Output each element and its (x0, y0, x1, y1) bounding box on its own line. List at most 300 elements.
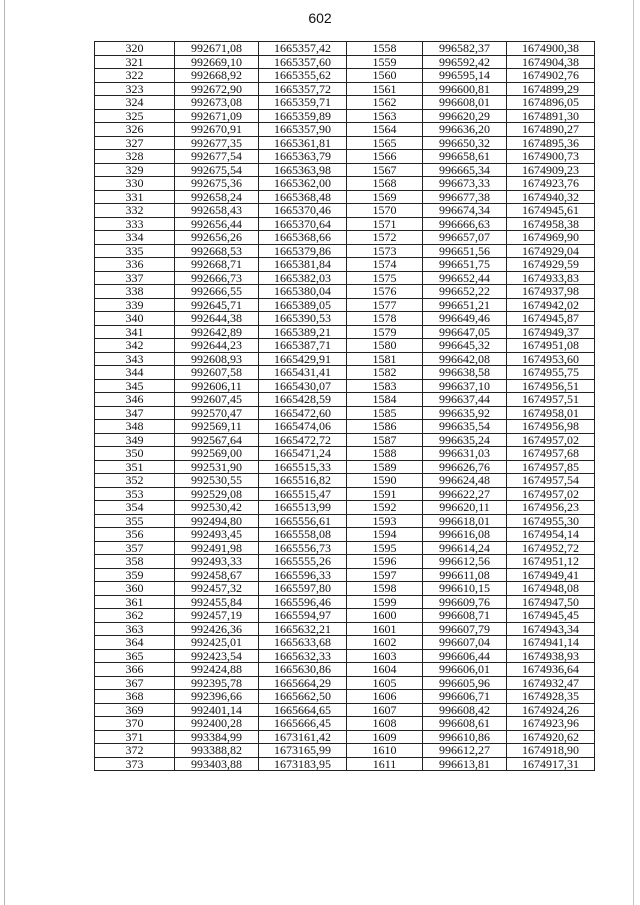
table-cell: 1597 (347, 568, 423, 582)
table-cell: 1674957,85 (507, 460, 595, 474)
table-cell: 996626,76 (423, 460, 507, 474)
table-cell: 992455,84 (175, 595, 259, 609)
table-cell: 992666,73 (175, 271, 259, 285)
table-cell: 1574 (347, 258, 423, 272)
table-cell: 1665556,61 (259, 514, 347, 528)
table-cell: 325 (95, 109, 175, 123)
table-cell: 1573 (347, 244, 423, 258)
table-cell: 1563 (347, 109, 423, 123)
table-cell: 996611,08 (423, 568, 507, 582)
table-cell: 1673165,99 (259, 744, 347, 758)
table-cell: 996606,01 (423, 663, 507, 677)
table-cell: 996595,14 (423, 69, 507, 83)
table-cell: 1600 (347, 609, 423, 623)
table-cell: 996607,04 (423, 636, 507, 650)
table-cell: 1561 (347, 82, 423, 96)
table-cell: 992673,08 (175, 96, 259, 110)
table-cell: 1674948,08 (507, 582, 595, 596)
table-cell: 1603 (347, 649, 423, 663)
table-cell: 360 (95, 582, 175, 596)
table-cell: 992529,08 (175, 487, 259, 501)
table-cell: 320 (95, 42, 175, 56)
table-row (95, 69, 595, 83)
table-row (95, 609, 595, 623)
table-cell: 996635,24 (423, 433, 507, 447)
table-cell: 1575 (347, 271, 423, 285)
table-cell: 992656,26 (175, 231, 259, 245)
table-cell: 1674899,29 (507, 82, 595, 96)
table-cell: 1674943,34 (507, 622, 595, 636)
table-cell: 1665357,72 (259, 82, 347, 96)
table-cell: 992457,32 (175, 582, 259, 596)
table-cell: 1596 (347, 555, 423, 569)
table-cell: 1565 (347, 136, 423, 150)
table-cell: 1562 (347, 96, 423, 110)
table-cell: 1665594,97 (259, 609, 347, 623)
table-cell: 992675,36 (175, 177, 259, 191)
table-cell: 1665390,53 (259, 312, 347, 326)
table-cell: 1674909,23 (507, 163, 595, 177)
table-cell: 992644,23 (175, 339, 259, 353)
table-cell: 1674957,02 (507, 433, 595, 447)
table-cell: 1606 (347, 690, 423, 704)
table-cell: 996616,08 (423, 528, 507, 542)
table-cell: 996624,48 (423, 474, 507, 488)
table-cell: 1582 (347, 366, 423, 380)
table-cell: 996665,34 (423, 163, 507, 177)
table-cell: 1665382,03 (259, 271, 347, 285)
table-cell: 1674955,75 (507, 366, 595, 380)
table-row (95, 501, 595, 515)
table-cell: 1674945,87 (507, 312, 595, 326)
table-cell: 996645,32 (423, 339, 507, 353)
table-row (95, 217, 595, 231)
table-cell: 1569 (347, 190, 423, 204)
table-cell: 992493,33 (175, 555, 259, 569)
table-row (95, 325, 595, 339)
table-cell: 1674955,30 (507, 514, 595, 528)
table-cell: 1674956,51 (507, 379, 595, 393)
table-cell: 1674929,59 (507, 258, 595, 272)
table-cell: 992675,54 (175, 163, 259, 177)
table-cell: 992569,11 (175, 420, 259, 434)
table-cell: 992672,90 (175, 82, 259, 96)
table-cell: 359 (95, 568, 175, 582)
table-cell: 1572 (347, 231, 423, 245)
table-cell: 996652,44 (423, 271, 507, 285)
table-cell: 1665359,71 (259, 96, 347, 110)
table-cell: 354 (95, 501, 175, 515)
table-cell: 992395,78 (175, 676, 259, 690)
table-cell: 996608,42 (423, 703, 507, 717)
table-cell: 1674918,90 (507, 744, 595, 758)
table-row (95, 406, 595, 420)
table-cell: 332 (95, 204, 175, 218)
table-cell: 1674896,05 (507, 96, 595, 110)
table-cell: 1665363,79 (259, 150, 347, 164)
table-row (95, 177, 595, 191)
table-cell: 1665474,06 (259, 420, 347, 434)
table-cell: 1674938,93 (507, 649, 595, 663)
table-row (95, 622, 595, 636)
table-cell: 1665359,89 (259, 109, 347, 123)
table-row (95, 82, 595, 96)
table-cell: 992425,01 (175, 636, 259, 650)
table-cell: 362 (95, 609, 175, 623)
table-row (95, 528, 595, 542)
coordinates-table-body (95, 42, 595, 771)
table-cell: 992658,43 (175, 204, 259, 218)
table-cell: 1674928,35 (507, 690, 595, 704)
table-cell: 1665630,86 (259, 663, 347, 677)
table-cell: 992423,54 (175, 649, 259, 663)
table-cell: 996610,15 (423, 582, 507, 596)
table-cell: 996612,27 (423, 744, 507, 758)
table-cell: 1599 (347, 595, 423, 609)
table-cell: 1673161,42 (259, 730, 347, 744)
table-row (95, 541, 595, 555)
table-cell: 1665379,86 (259, 244, 347, 258)
table-cell: 1665428,59 (259, 393, 347, 407)
table-cell: 330 (95, 177, 175, 191)
table-cell: 996612,56 (423, 555, 507, 569)
table-row (95, 514, 595, 528)
table-cell: 1665513,99 (259, 501, 347, 515)
table-cell: 1674900,73 (507, 150, 595, 164)
table-cell: 349 (95, 433, 175, 447)
table-cell: 996673,33 (423, 177, 507, 191)
table-row (95, 136, 595, 150)
table-cell: 996608,61 (423, 717, 507, 731)
table-cell: 1665472,60 (259, 406, 347, 420)
table-cell: 1674953,60 (507, 352, 595, 366)
table-cell: 1665596,33 (259, 568, 347, 582)
table-row (95, 703, 595, 717)
table-cell: 996657,07 (423, 231, 507, 245)
table-cell: 326 (95, 123, 175, 137)
table-cell: 992671,09 (175, 109, 259, 123)
table-row (95, 150, 595, 164)
table-cell: 996649,46 (423, 312, 507, 326)
table-cell: 1605 (347, 676, 423, 690)
table-cell: 1674923,96 (507, 717, 595, 731)
table-cell: 992607,45 (175, 393, 259, 407)
table-row (95, 676, 595, 690)
table-cell: 341 (95, 325, 175, 339)
table-cell: 992426,36 (175, 622, 259, 636)
table-cell: 1674945,45 (507, 609, 595, 623)
table-cell: 996606,44 (423, 649, 507, 663)
table-cell: 1674957,02 (507, 487, 595, 501)
table-cell: 1674957,51 (507, 393, 595, 407)
table-cell: 357 (95, 541, 175, 555)
table-cell: 1576 (347, 285, 423, 299)
table-cell: 1665558,08 (259, 528, 347, 542)
table-cell: 1674954,14 (507, 528, 595, 542)
table-cell: 1674942,02 (507, 298, 595, 312)
table-cell: 329 (95, 163, 175, 177)
table-cell: 996636,20 (423, 123, 507, 137)
table-cell: 1601 (347, 622, 423, 636)
table-row (95, 190, 595, 204)
table-cell: 343 (95, 352, 175, 366)
table-cell: 1559 (347, 55, 423, 69)
table-cell: 992424,88 (175, 663, 259, 677)
table-cell: 1665632,33 (259, 649, 347, 663)
table-cell: 1665381,84 (259, 258, 347, 272)
table-cell: 340 (95, 312, 175, 326)
table-row (95, 663, 595, 677)
table-cell: 337 (95, 271, 175, 285)
table-cell: 1581 (347, 352, 423, 366)
table-cell: 1665633,68 (259, 636, 347, 650)
table-row (95, 717, 595, 731)
table-cell: 992530,55 (175, 474, 259, 488)
table-row (95, 271, 595, 285)
table-cell: 1594 (347, 528, 423, 542)
table-cell: 1674890,27 (507, 123, 595, 137)
table-cell: 992493,45 (175, 528, 259, 542)
table-cell: 1607 (347, 703, 423, 717)
table-cell: 351 (95, 460, 175, 474)
table-cell: 324 (95, 96, 175, 110)
table-cell: 1674902,76 (507, 69, 595, 83)
table-cell: 1674957,68 (507, 447, 595, 461)
table-cell: 363 (95, 622, 175, 636)
table-cell: 996677,38 (423, 190, 507, 204)
table-cell: 992570,47 (175, 406, 259, 420)
table-row (95, 352, 595, 366)
table-row (95, 42, 595, 56)
table-cell: 996658,61 (423, 150, 507, 164)
table-row (95, 447, 595, 461)
table-cell: 328 (95, 150, 175, 164)
table-cell: 1558 (347, 42, 423, 56)
table-cell: 366 (95, 663, 175, 677)
table-cell: 1674924,26 (507, 703, 595, 717)
table-row (95, 298, 595, 312)
table-cell: 1595 (347, 541, 423, 555)
table-cell: 1665516,82 (259, 474, 347, 488)
table-cell: 992400,28 (175, 717, 259, 731)
table-cell: 1674947,50 (507, 595, 595, 609)
table-cell: 1674949,37 (507, 325, 595, 339)
table-cell: 1665355,62 (259, 69, 347, 83)
table-cell: 992531,90 (175, 460, 259, 474)
table-cell: 321 (95, 55, 175, 69)
table-cell: 992668,92 (175, 69, 259, 83)
table-row (95, 690, 595, 704)
table-cell: 1566 (347, 150, 423, 164)
table-cell: 1674956,98 (507, 420, 595, 434)
table-cell: 1674933,83 (507, 271, 595, 285)
table-cell: 1674952,72 (507, 541, 595, 555)
table-cell: 992494,80 (175, 514, 259, 528)
table-cell: 1665596,46 (259, 595, 347, 609)
table-row (95, 433, 595, 447)
table-cell: 996613,81 (423, 757, 507, 771)
table-cell: 1611 (347, 757, 423, 771)
table-row (95, 204, 595, 218)
table-cell: 1674920,62 (507, 730, 595, 744)
table-row (95, 636, 595, 650)
table-cell: 1584 (347, 393, 423, 407)
table-cell: 1665471,24 (259, 447, 347, 461)
table-row (95, 244, 595, 258)
table-cell: 368 (95, 690, 175, 704)
table-cell: 996652,22 (423, 285, 507, 299)
table-cell: 992645,71 (175, 298, 259, 312)
table-cell: 996642,08 (423, 352, 507, 366)
table-cell: 1589 (347, 460, 423, 474)
table-cell: 992670,91 (175, 123, 259, 137)
table-cell: 996674,34 (423, 204, 507, 218)
table-cell: 996606,71 (423, 690, 507, 704)
table-cell: 338 (95, 285, 175, 299)
table-cell: 344 (95, 366, 175, 380)
table-cell: 992607,58 (175, 366, 259, 380)
table-row (95, 744, 595, 758)
page-right-edge (633, 0, 634, 905)
table-cell: 996608,01 (423, 96, 507, 110)
table-cell: 996651,56 (423, 244, 507, 258)
table-cell: 365 (95, 649, 175, 663)
table-cell: 1579 (347, 325, 423, 339)
table-row (95, 123, 595, 137)
table-cell: 1586 (347, 420, 423, 434)
table-row (95, 379, 595, 393)
table-row (95, 109, 595, 123)
table-cell: 370 (95, 717, 175, 731)
table-cell: 1665370,64 (259, 217, 347, 231)
table-cell: 996607,79 (423, 622, 507, 636)
table-row (95, 163, 595, 177)
table-cell: 992458,67 (175, 568, 259, 582)
table-cell: 1570 (347, 204, 423, 218)
table-cell: 361 (95, 595, 175, 609)
table-cell: 1674958,01 (507, 406, 595, 420)
table-cell: 996592,42 (423, 55, 507, 69)
table-cell: 992401,14 (175, 703, 259, 717)
table-cell: 1665555,26 (259, 555, 347, 569)
table-cell: 996647,05 (423, 325, 507, 339)
table-row (95, 312, 595, 326)
table-row (95, 231, 595, 245)
table-cell: 371 (95, 730, 175, 744)
table-cell: 992669,10 (175, 55, 259, 69)
table-cell: 1604 (347, 663, 423, 677)
table-cell: 1608 (347, 717, 423, 731)
table-cell: 1674949,41 (507, 568, 595, 582)
table-cell: 992530,42 (175, 501, 259, 515)
table-cell: 355 (95, 514, 175, 528)
table-cell: 993388,82 (175, 744, 259, 758)
table-cell: 1587 (347, 433, 423, 447)
table-cell: 1674929,04 (507, 244, 595, 258)
table-cell: 1665361,81 (259, 136, 347, 150)
table-cell: 1673183,95 (259, 757, 347, 771)
table-cell: 1674917,31 (507, 757, 595, 771)
table-cell: 992608,93 (175, 352, 259, 366)
table-cell: 345 (95, 379, 175, 393)
table-cell: 1609 (347, 730, 423, 744)
table-cell: 353 (95, 487, 175, 501)
table-cell: 334 (95, 231, 175, 245)
table-cell: 1590 (347, 474, 423, 488)
table-cell: 1665389,21 (259, 325, 347, 339)
table-cell: 1591 (347, 487, 423, 501)
table-cell: 996650,32 (423, 136, 507, 150)
table-cell: 992656,44 (175, 217, 259, 231)
table-row (95, 649, 595, 663)
table-cell: 1602 (347, 636, 423, 650)
table-cell: 992491,98 (175, 541, 259, 555)
table-cell: 1588 (347, 447, 423, 461)
table-cell: 992569,00 (175, 447, 259, 461)
table-cell: 1665357,60 (259, 55, 347, 69)
table-cell: 993403,88 (175, 757, 259, 771)
table-cell: 996610,86 (423, 730, 507, 744)
table-cell: 1674956,23 (507, 501, 595, 515)
table-cell: 364 (95, 636, 175, 650)
table-cell: 1665430,07 (259, 379, 347, 393)
table-cell: 331 (95, 190, 175, 204)
table-cell: 1665389,05 (259, 298, 347, 312)
page-number: 602 (308, 10, 332, 26)
table-cell: 1665387,71 (259, 339, 347, 353)
table-cell: 996635,92 (423, 406, 507, 420)
table-cell: 339 (95, 298, 175, 312)
table-cell: 1567 (347, 163, 423, 177)
table-cell: 992457,19 (175, 609, 259, 623)
table-cell: 1665666,45 (259, 717, 347, 731)
table-cell: 1578 (347, 312, 423, 326)
table-cell: 1674891,30 (507, 109, 595, 123)
table-cell: 1577 (347, 298, 423, 312)
table-cell: 1674937,98 (507, 285, 595, 299)
table-cell: 1592 (347, 501, 423, 515)
table-cell: 996600,81 (423, 82, 507, 96)
table-cell: 1665515,33 (259, 460, 347, 474)
table-row (95, 55, 595, 69)
table-cell: 1674969,90 (507, 231, 595, 245)
table-cell: 1665662,50 (259, 690, 347, 704)
table-row (95, 582, 595, 596)
table-cell: 1674951,12 (507, 555, 595, 569)
table-row (95, 730, 595, 744)
table-cell: 992567,64 (175, 433, 259, 447)
table-cell: 992668,71 (175, 258, 259, 272)
table-cell: 373 (95, 757, 175, 771)
table-cell: 358 (95, 555, 175, 569)
table-row (95, 393, 595, 407)
table-cell: 1665357,90 (259, 123, 347, 137)
table-row (95, 420, 595, 434)
table-cell: 992677,54 (175, 150, 259, 164)
table-cell: 323 (95, 82, 175, 96)
table-cell: 1674932,47 (507, 676, 595, 690)
table-cell: 1665431,41 (259, 366, 347, 380)
table-cell: 1665515,47 (259, 487, 347, 501)
table-cell: 347 (95, 406, 175, 420)
table-cell: 993384,99 (175, 730, 259, 744)
table-cell: 1568 (347, 177, 423, 191)
table-cell: 1665472,72 (259, 433, 347, 447)
table-cell: 1665368,48 (259, 190, 347, 204)
table-cell: 1665370,46 (259, 204, 347, 218)
table-cell: 996605,96 (423, 676, 507, 690)
table-cell: 1674904,38 (507, 55, 595, 69)
